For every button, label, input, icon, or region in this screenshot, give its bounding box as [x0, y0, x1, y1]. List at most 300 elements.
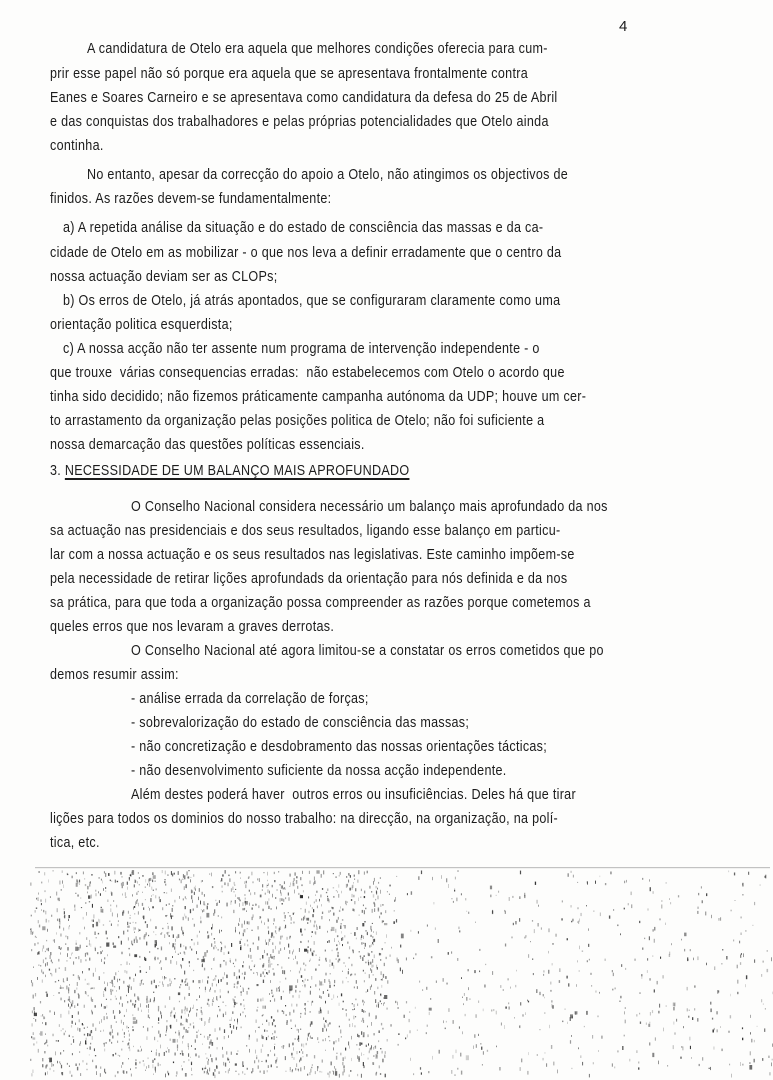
noise-speck — [291, 922, 292, 924]
noise-speck — [142, 903, 143, 906]
noise-speck — [295, 990, 296, 993]
noise-speck — [169, 932, 170, 933]
noise-speck — [530, 941, 531, 942]
noise-speck — [58, 959, 59, 962]
noise-speck — [217, 999, 218, 1001]
noise-speck — [178, 954, 179, 955]
noise-speck — [281, 996, 282, 1000]
noise-speck — [314, 1055, 315, 1058]
noise-speck — [46, 940, 47, 941]
noise-speck — [272, 932, 273, 936]
noise-speck — [103, 994, 104, 997]
noise-speck — [452, 898, 453, 899]
noise-speck — [181, 964, 182, 966]
noise-speck — [249, 966, 250, 969]
noise-speck — [257, 972, 258, 975]
noise-speck — [104, 1049, 105, 1052]
noise-speck — [165, 957, 166, 960]
noise-speck — [454, 890, 455, 892]
noise-speck — [205, 904, 206, 906]
noise-speck — [59, 1061, 60, 1063]
noise-speck — [319, 957, 320, 959]
noise-speck — [206, 913, 209, 918]
noise-speck — [451, 951, 452, 953]
noise-speck — [731, 910, 732, 912]
noise-speck — [185, 984, 186, 986]
noise-speck — [276, 933, 277, 934]
noise-speck — [185, 896, 186, 898]
page-number: 4 — [619, 18, 628, 35]
noise-speck — [332, 907, 333, 909]
noise-speck — [188, 1030, 189, 1033]
noise-speck — [741, 933, 742, 936]
noise-speck — [103, 1030, 104, 1032]
noise-speck — [378, 909, 379, 910]
noise-speck — [730, 1015, 731, 1018]
noise-speck — [355, 1016, 356, 1017]
noise-speck — [348, 873, 349, 875]
noise-speck — [119, 986, 120, 989]
noise-speck — [45, 958, 46, 960]
noise-speck — [73, 1039, 74, 1043]
noise-speck — [713, 1030, 714, 1033]
noise-speck — [508, 978, 509, 980]
noise-speck — [409, 1019, 410, 1022]
noise-speck — [446, 1021, 447, 1023]
noise-speck — [360, 896, 361, 898]
noise-speck — [468, 969, 469, 971]
noise-speck — [718, 918, 719, 921]
noise-speck — [120, 996, 121, 999]
noise-speck — [243, 999, 244, 1000]
noise-speck — [742, 894, 743, 896]
noise-speck — [381, 985, 382, 988]
noise-speck — [131, 941, 132, 945]
noise-speck — [177, 1039, 178, 1042]
noise-speck — [122, 886, 123, 889]
noise-speck — [333, 1047, 334, 1050]
noise-speck — [577, 882, 578, 883]
noise-speck — [496, 1046, 497, 1048]
noise-speck — [244, 921, 245, 925]
noise-speck — [167, 915, 168, 916]
noise-speck — [68, 919, 69, 921]
noise-speck — [77, 1067, 78, 1071]
noise-speck — [341, 993, 342, 996]
noise-speck — [268, 931, 269, 935]
noise-speck — [694, 985, 695, 987]
noise-speck — [410, 1058, 411, 1061]
noise-speck — [367, 1026, 368, 1028]
noise-speck — [548, 970, 549, 974]
noise-speck — [62, 880, 63, 883]
noise-speck — [581, 1055, 582, 1058]
noise-speck — [215, 1028, 216, 1032]
noise-speck — [33, 1032, 34, 1035]
noise-speck — [634, 959, 635, 961]
noise-speck — [95, 947, 96, 950]
noise-speck — [208, 976, 209, 978]
noise-speck — [267, 1030, 268, 1031]
noise-speck — [247, 921, 248, 924]
noise-speck — [71, 1025, 72, 1027]
noise-speck — [352, 1009, 353, 1010]
noise-speck — [95, 1005, 96, 1008]
noise-speck — [275, 897, 276, 899]
noise-speck — [205, 987, 206, 990]
noise-speck — [372, 936, 373, 938]
noise-speck — [305, 965, 306, 967]
noise-speck — [354, 909, 355, 912]
noise-speck — [118, 1055, 119, 1056]
noise-speck — [274, 918, 275, 921]
noise-speck — [217, 1037, 218, 1039]
noise-speck — [75, 947, 78, 951]
noise-speck — [242, 908, 245, 910]
noise-speck — [213, 958, 214, 961]
noise-speck — [515, 921, 516, 924]
noise-speck — [413, 958, 414, 960]
noise-speck — [263, 963, 264, 967]
noise-speck — [116, 905, 117, 908]
noise-speck — [354, 987, 355, 989]
noise-speck — [86, 912, 87, 916]
noise-speck — [171, 871, 172, 875]
paragraph-line: pela necessidade de retirar lições aprofundads da orientação para nós definida e da nos — [50, 571, 568, 587]
noise-speck — [205, 1068, 206, 1070]
noise-speck — [69, 1066, 70, 1067]
noise-speck — [249, 1049, 250, 1053]
noise-speck — [186, 978, 187, 980]
noise-speck — [612, 1063, 613, 1066]
noise-speck — [398, 1033, 399, 1035]
noise-speck — [771, 957, 772, 961]
noise-speck — [192, 890, 193, 893]
noise-speck — [338, 917, 339, 920]
noise-speck — [125, 970, 126, 973]
noise-speck — [121, 883, 122, 886]
noise-speck — [132, 894, 133, 896]
noise-speck — [322, 1060, 323, 1063]
noise-speck — [701, 886, 702, 888]
noise-speck — [243, 1065, 244, 1067]
noise-speck — [349, 1024, 350, 1027]
noise-speck — [172, 915, 173, 917]
noise-speck — [244, 1005, 245, 1008]
noise-speck — [184, 875, 185, 879]
noise-speck — [371, 926, 372, 930]
noise-speck — [312, 952, 313, 956]
noise-speck — [299, 948, 300, 952]
noise-speck — [226, 1012, 227, 1015]
noise-speck — [208, 1036, 209, 1040]
noise-speck — [262, 884, 263, 887]
noise-speck — [698, 893, 699, 895]
noise-speck — [233, 998, 234, 1000]
noise-speck — [597, 1016, 598, 1018]
noise-speck — [305, 979, 306, 981]
noise-speck — [740, 962, 741, 965]
noise-speck — [228, 952, 229, 955]
noise-speck — [421, 1072, 422, 1074]
noise-speck — [711, 915, 712, 918]
noise-speck — [166, 1030, 167, 1032]
noise-speck — [47, 994, 48, 997]
noise-speck — [394, 910, 395, 912]
noise-speck — [43, 945, 44, 948]
noise-speck — [532, 958, 533, 960]
noise-speck — [186, 1029, 187, 1033]
noise-speck — [230, 960, 231, 962]
noise-speck — [262, 1024, 263, 1025]
noise-speck — [188, 917, 189, 920]
noise-speck — [104, 962, 105, 965]
noise-speck — [52, 1034, 53, 1037]
noise-speck — [676, 1019, 677, 1022]
noise-speck — [210, 987, 211, 989]
noise-speck — [631, 904, 632, 908]
noise-speck — [172, 926, 173, 930]
noise-speck — [312, 1001, 313, 1003]
noise-speck — [615, 988, 616, 990]
noise-speck — [592, 1035, 593, 1039]
noise-speck — [126, 971, 127, 974]
noise-speck — [57, 1061, 58, 1064]
noise-speck — [284, 970, 285, 974]
noise-speck — [363, 1032, 364, 1035]
noise-speck — [37, 952, 38, 955]
noise-speck — [368, 953, 369, 956]
noise-speck — [249, 1035, 250, 1038]
noise-speck — [385, 976, 386, 979]
noise-speck — [329, 899, 330, 902]
noise-speck — [307, 950, 308, 953]
noise-speck — [255, 1030, 256, 1033]
noise-speck — [248, 954, 249, 958]
noise-speck — [341, 891, 342, 894]
noise-speck — [256, 972, 257, 973]
noise-speck — [122, 882, 123, 886]
noise-speck — [519, 896, 520, 899]
noise-speck — [174, 1007, 175, 1010]
noise-speck — [214, 909, 215, 913]
noise-speck — [359, 1048, 360, 1050]
noise-speck — [269, 993, 270, 995]
noise-speck — [610, 872, 611, 875]
noise-speck — [183, 934, 184, 936]
noise-speck — [95, 1055, 96, 1056]
noise-speck — [315, 1071, 316, 1074]
noise-speck — [252, 914, 253, 917]
noise-speck — [362, 1000, 363, 1003]
noise-speck — [219, 1071, 220, 1074]
noise-speck — [127, 922, 128, 925]
noise-speck — [143, 1026, 144, 1027]
noise-speck — [658, 1011, 659, 1014]
noise-speck — [325, 1050, 326, 1051]
noise-speck — [113, 1054, 114, 1056]
noise-speck — [235, 871, 236, 873]
noise-speck — [385, 942, 386, 943]
noise-speck — [371, 891, 372, 892]
noise-speck — [354, 1004, 355, 1007]
noise-speck — [383, 1003, 384, 1006]
noise-speck — [146, 932, 147, 935]
noise-speck — [33, 1043, 34, 1045]
noise-speck — [222, 885, 223, 887]
noise-speck — [717, 1029, 718, 1032]
paragraph-line: A candidatura de Otelo era aquela que melhores condições oferecia para cum- — [87, 41, 548, 57]
noise-speck — [348, 971, 349, 974]
noise-speck — [639, 921, 640, 923]
noise-speck — [158, 1009, 159, 1011]
noise-speck — [312, 914, 313, 917]
noise-speck — [365, 962, 366, 964]
noise-speck — [87, 1033, 88, 1036]
noise-speck — [46, 911, 47, 915]
noise-speck — [127, 926, 130, 928]
noise-speck — [48, 948, 49, 951]
noise-speck — [587, 881, 588, 883]
noise-speck — [244, 943, 245, 946]
noise-speck — [367, 871, 368, 874]
noise-speck — [374, 939, 375, 942]
noise-speck — [173, 1062, 174, 1064]
noise-speck — [110, 905, 111, 907]
noise-speck — [297, 886, 298, 889]
noise-speck — [339, 1074, 340, 1078]
noise-speck — [146, 996, 148, 1000]
noise-speck — [372, 1062, 373, 1065]
noise-speck — [624, 1011, 625, 1014]
noise-speck — [754, 959, 755, 962]
noise-speck — [54, 939, 55, 943]
noise-speck — [148, 935, 149, 936]
noise-speck — [262, 955, 263, 959]
noise-speck — [87, 952, 88, 954]
noise-speck — [217, 1047, 218, 1049]
noise-speck — [234, 999, 235, 1002]
noise-speck — [172, 945, 173, 948]
noise-speck — [289, 950, 290, 954]
noise-speck — [361, 1043, 362, 1045]
noise-speck — [210, 873, 211, 875]
noise-speck — [122, 894, 123, 896]
noise-speck — [667, 1065, 668, 1066]
noise-speck — [149, 879, 150, 883]
noise-speck — [44, 1051, 45, 1053]
noise-speck — [57, 908, 58, 912]
noise-speck — [338, 941, 339, 942]
noise-speck — [230, 1026, 231, 1028]
noise-speck — [252, 960, 253, 961]
noise-speck — [164, 1052, 165, 1056]
noise-speck — [377, 896, 378, 900]
noise-speck — [101, 907, 102, 908]
noise-speck — [355, 999, 356, 1001]
noise-speck — [176, 1019, 177, 1022]
noise-speck — [75, 908, 76, 911]
noise-speck — [157, 948, 158, 949]
noise-speck — [86, 946, 87, 947]
noise-speck — [302, 934, 303, 936]
noise-speck — [468, 987, 469, 990]
noise-speck — [107, 954, 108, 956]
noise-speck — [190, 909, 191, 913]
noise-speck — [79, 1051, 80, 1053]
noise-speck — [642, 977, 643, 979]
noise-speck — [209, 1068, 210, 1072]
noise-speck — [136, 936, 137, 939]
noise-speck — [310, 881, 311, 884]
noise-speck — [674, 1003, 675, 1006]
noise-speck — [46, 992, 47, 993]
noise-speck — [510, 987, 511, 989]
noise-speck — [136, 1020, 137, 1024]
noise-speck — [299, 1060, 300, 1063]
noise-speck — [196, 905, 197, 908]
noise-speck — [300, 877, 301, 880]
noise-speck — [305, 1012, 306, 1014]
noise-speck — [305, 1003, 306, 1006]
noise-speck — [463, 1003, 464, 1005]
noise-speck — [68, 987, 69, 990]
noise-speck — [31, 1036, 32, 1038]
noise-speck — [270, 964, 271, 968]
noise-speck — [293, 1047, 294, 1050]
noise-speck — [327, 931, 328, 933]
noise-speck — [267, 1070, 268, 1072]
noise-speck — [43, 972, 44, 974]
noise-speck — [562, 1021, 563, 1023]
noise-speck — [586, 905, 587, 906]
noise-speck — [684, 949, 685, 952]
noise-speck — [160, 1064, 161, 1065]
noise-speck — [155, 1070, 156, 1073]
noise-speck — [355, 974, 356, 976]
noise-speck — [201, 1018, 202, 1021]
noise-speck — [390, 1024, 391, 1026]
noise-speck — [155, 881, 156, 882]
noise-speck — [53, 940, 54, 942]
noise-speck — [60, 985, 61, 986]
noise-speck — [352, 1023, 353, 1027]
noise-speck — [284, 887, 285, 889]
noise-speck — [221, 930, 222, 932]
noise-speck — [312, 1064, 313, 1065]
noise-speck — [91, 895, 92, 899]
noise-speck — [417, 1030, 418, 1031]
noise-speck — [448, 884, 449, 888]
section-number: 3. — [50, 463, 65, 479]
noise-speck — [649, 936, 650, 940]
noise-speck — [187, 871, 188, 875]
noise-speck — [318, 1042, 319, 1043]
noise-speck — [64, 1000, 65, 1002]
noise-speck — [373, 1033, 374, 1035]
noise-speck — [267, 973, 268, 975]
noise-speck — [212, 924, 213, 928]
noise-speck — [290, 874, 291, 877]
noise-speck — [149, 883, 150, 887]
noise-speck — [605, 959, 606, 961]
noise-speck — [329, 940, 330, 943]
noise-speck — [193, 874, 194, 877]
noise-speck — [201, 959, 205, 962]
noise-speck — [301, 918, 302, 920]
noise-speck — [290, 1012, 291, 1016]
noise-speck — [76, 940, 77, 941]
